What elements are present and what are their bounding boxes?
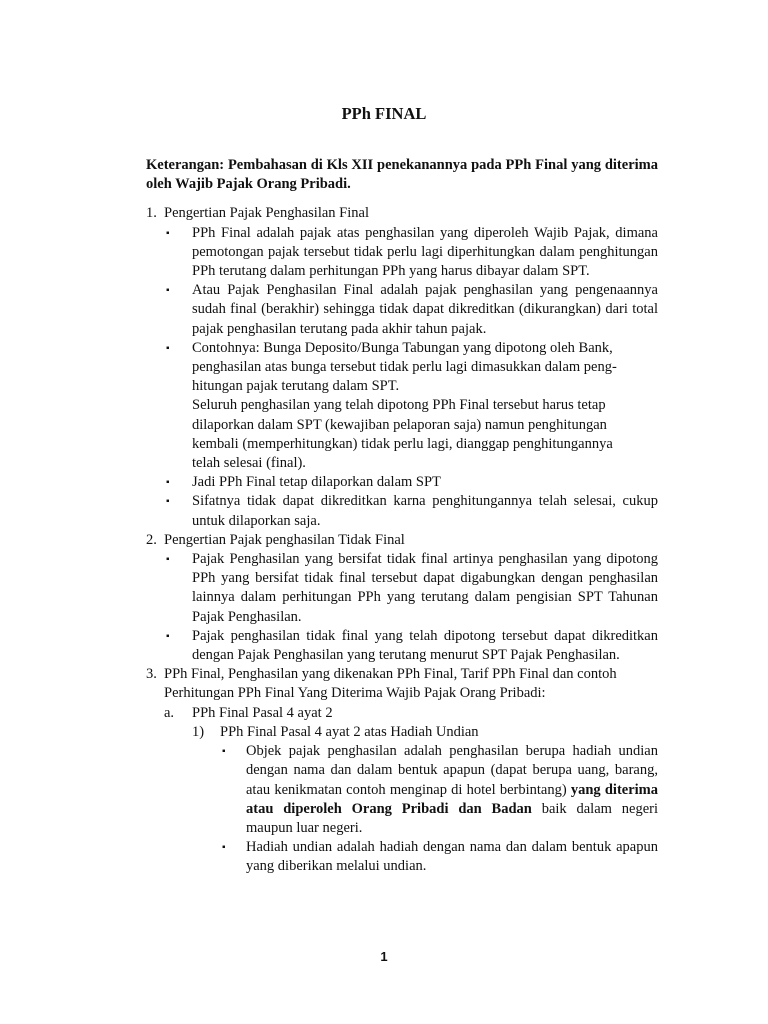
list-item-text: baik dalam negeri maupun luar negeri. bbox=[246, 800, 658, 836]
list-item bbox=[146, 492, 658, 530]
section-number: 1. bbox=[146, 205, 157, 222]
document-body bbox=[146, 156, 658, 877]
subsection-marker: a. bbox=[164, 704, 175, 721]
list-item-text: Atau Pajak Penghasilan Final adalah pajak penghasilan yang pengenaannya sudah final (berakhir) sehingga tidak dapat dikreditkan (dikurangkan) dari total pajak penghasilan terutang pada akhir tahun pajak. bbox=[192, 282, 658, 337]
section-1-heading bbox=[146, 204, 658, 223]
subsection-1 bbox=[146, 723, 658, 742]
section-heading-line: PPh Final, Penghasilan yang dikenakan PPh Final, Tarif PPh Final dan contoh bbox=[164, 666, 617, 683]
square-bullet-icon: ▪ bbox=[166, 496, 170, 508]
list-item-emphasis: yang diterima atau diperoleh Orang Pribadi dan Badan bbox=[246, 781, 659, 817]
list-item-line: dilaporkan dalam SPT (kewajiban pelaporan saja) namun penghitungan bbox=[192, 416, 607, 433]
list-item-line: kembali (memperhitungkan) tidak perlu lagi, dianggap penghitungannya bbox=[192, 435, 613, 452]
square-bullet-icon: ▪ bbox=[166, 554, 170, 566]
intro-note: Keterangan: Pembahasan di Kls XII penekanannya pada PPh Final yang diterima oleh Wajib Pajak Orang Pribadi. bbox=[146, 157, 658, 193]
list-item bbox=[146, 550, 658, 627]
list-item bbox=[146, 224, 658, 282]
list-item-line: hitungan pajak terutang dalam SPT. bbox=[192, 378, 400, 395]
list-item-text: Pajak Penghasilan yang bersifat tidak final artinya penghasilan yang dipotong PPh yang bersifat tidak final tersebut dapat digabungkan dengan penghasilan lainnya dalam perhitungan PPh yang terutang dalam pengisian SPT Tahunan Pajak Penghasilan. bbox=[192, 551, 658, 625]
square-bullet-icon: ▪ bbox=[166, 342, 170, 354]
section-heading-text: Pengertian Pajak Penghasilan Final bbox=[164, 205, 369, 222]
list-item-text: PPh Final adalah pajak atas penghasilan yang diperoleh Wajib Pajak, dimana pemotongan pajak tersebut tidak perlu lagi diperhitungkan dalam penghitungan PPh terutang dalam perhitungan PPh yang harus dibayar dalam SPT. bbox=[192, 224, 658, 280]
list-item-text: Jadi PPh Final tetap dilaporkan dalam SPT bbox=[192, 474, 441, 491]
page-number: 1 bbox=[380, 949, 388, 964]
square-bullet-icon: ▪ bbox=[166, 227, 170, 239]
list-item-text: Objek pajak penghasilan adalah penghasilan berupa hadiah undian dengan nama dan dalam bentuk apapun (dapat berupa uang, barang, atau kenikmatan contoh menginap di hotel berbintang) bbox=[246, 743, 658, 798]
subsection-label: PPh Final Pasal 4 ayat 2 bbox=[192, 704, 333, 721]
section-heading-line: Perhitungan PPh Final Yang Diterima Wajib Pajak Orang Pribadi: bbox=[164, 685, 546, 702]
list-item bbox=[146, 281, 658, 339]
subsection-marker: 1) bbox=[192, 723, 205, 740]
list-item bbox=[146, 473, 658, 492]
square-bullet-icon: ▪ bbox=[222, 842, 226, 854]
list-item bbox=[146, 339, 658, 473]
list-item-text: Pajak penghasilan tidak final yang telah dipotong tersebut dapat dikreditkan dengan Pajak Penghasilan yang terutang menurut SPT Pajak Penghasilan. bbox=[192, 627, 658, 664]
list-item-text: Sifatnya tidak dapat dikreditkan karna penghitungannya telah selesai, cukup untuk dilaporkan saja. bbox=[192, 493, 658, 529]
list-item bbox=[146, 838, 658, 876]
list-item bbox=[146, 742, 658, 838]
subsection-a bbox=[146, 704, 658, 723]
square-bullet-icon: ▪ bbox=[222, 746, 226, 758]
square-bullet-icon: ▪ bbox=[166, 285, 170, 297]
section-number: 3. bbox=[146, 666, 157, 683]
list-item-text: Hadiah undian adalah hadiah dengan nama dan dalam bentuk apapun yang diberikan melalui undian. bbox=[246, 839, 658, 875]
square-bullet-icon: ▪ bbox=[166, 630, 170, 642]
section-3-heading bbox=[146, 665, 658, 703]
page-title: PPh FINAL bbox=[341, 104, 427, 123]
list-item-line: Seluruh penghasilan yang telah dipotong PPh Final tersebut harus tetap bbox=[192, 397, 606, 414]
section-2-heading bbox=[146, 531, 658, 550]
list-item-line: telah selesai (final). bbox=[192, 455, 306, 472]
square-bullet-icon: ▪ bbox=[166, 477, 170, 489]
list-item bbox=[146, 627, 658, 665]
section-heading-text: Pengertian Pajak penghasilan Tidak Final bbox=[164, 531, 405, 548]
list-item-line: penghasilan atas bunga tersebut tidak perlu lagi dimasukkan dalam peng- bbox=[192, 359, 617, 376]
subsection-label: PPh Final Pasal 4 ayat 2 atas Hadiah Undian bbox=[220, 723, 479, 740]
list-item-line: Contohnya: Bunga Deposito/Bunga Tabungan yang dipotong oleh Bank, bbox=[192, 339, 613, 356]
section-number: 2. bbox=[146, 531, 157, 548]
